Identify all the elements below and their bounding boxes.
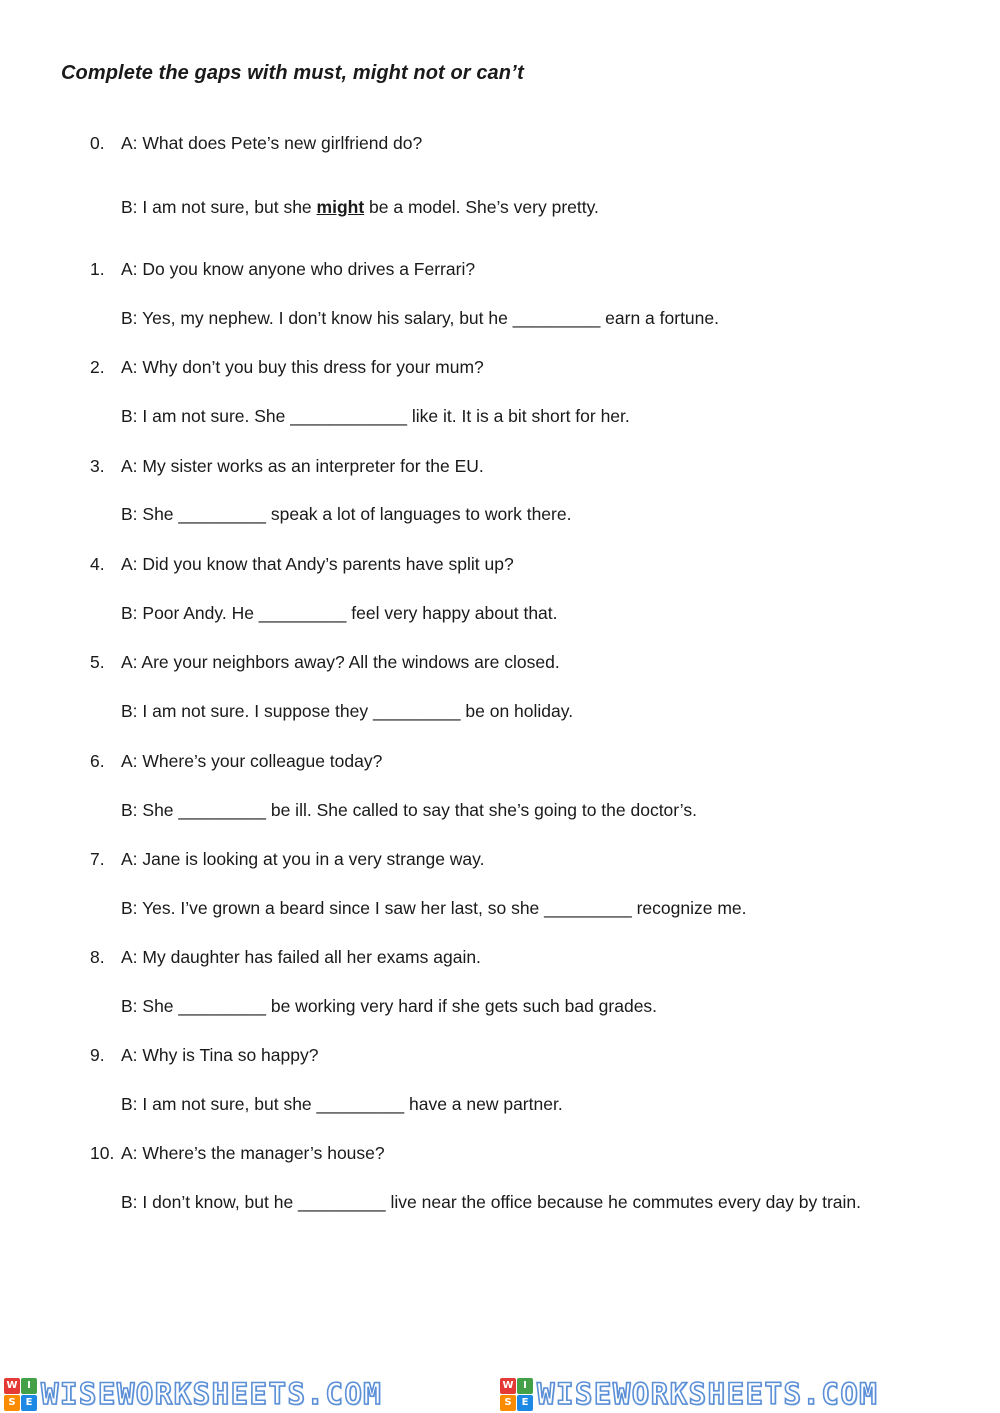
question-a: A: Did you know that Andy’s parents have split up? bbox=[121, 554, 514, 574]
item-number: 8. bbox=[90, 947, 105, 967]
item-number: 3. bbox=[90, 456, 105, 476]
answer-b bbox=[121, 195, 599, 219]
answer-b-after: be a model. She’s very pretty. bbox=[364, 197, 599, 217]
answer-b-before: B: I am not sure, but she bbox=[121, 197, 317, 217]
item-number: 2. bbox=[90, 357, 105, 377]
answer-b: B: I don’t know, but he _________ live near the office because he commutes every day by train. bbox=[121, 1192, 861, 1212]
brand-name: WISEWORKSHEETS.COM bbox=[41, 1377, 383, 1411]
answer-b: B: Yes. I’ve grown a beard since I saw her last, so she _________ recognize me. bbox=[121, 898, 747, 918]
item-number: 0. bbox=[90, 133, 105, 153]
question-a: A: Are your neighbors away? All the windows are closed. bbox=[121, 652, 560, 672]
question-a: A: Do you know anyone who drives a Ferrari? bbox=[121, 259, 476, 279]
logo-letter-e: E bbox=[517, 1395, 533, 1411]
logo-letter-w: W bbox=[4, 1378, 20, 1394]
answer-b: B: Yes, my nephew. I don’t know his salary, but he _________ earn a fortune. bbox=[121, 308, 719, 328]
question-a: A: Jane is looking at you in a very strange way. bbox=[121, 849, 485, 869]
question-a: A: Where’s your colleague today? bbox=[121, 751, 383, 771]
answer-b: B: Poor Andy. He _________ feel very happy about that. bbox=[121, 603, 558, 623]
question-a: A: What does Pete’s new girlfriend do? bbox=[121, 133, 423, 153]
answer-b: B: I am not sure, but she _________ have a new partner. bbox=[121, 1094, 563, 1114]
item-number: 5. bbox=[90, 652, 105, 672]
question-a: A: My sister works as an interpreter for the EU. bbox=[121, 456, 484, 476]
item-number: 6. bbox=[90, 751, 105, 771]
brand-watermark bbox=[0, 1377, 496, 1411]
question-a: A: Why is Tina so happy? bbox=[121, 1045, 319, 1065]
answer-b: B: She _________ be working very hard if she gets such bad grades. bbox=[121, 996, 658, 1016]
question-a: A: My daughter has failed all her exams again. bbox=[121, 947, 481, 967]
example-answer: might bbox=[316, 197, 365, 217]
item-number: 9. bbox=[90, 1045, 105, 1065]
answer-b: B: I am not sure. I suppose they _________ be on holiday. bbox=[121, 701, 574, 721]
brand-watermark bbox=[496, 1377, 992, 1411]
brand-name: WISEWORKSHEETS.COM bbox=[537, 1377, 879, 1411]
item-number: 7. bbox=[90, 849, 105, 869]
item-number: 10. bbox=[90, 1143, 115, 1163]
worksheet-title: Complete the gaps with must, might not or can’t bbox=[61, 62, 524, 84]
logo-letter-i: I bbox=[21, 1378, 37, 1394]
question-a: A: Where’s the manager’s house? bbox=[121, 1143, 385, 1163]
logo-letter-s: S bbox=[4, 1395, 20, 1411]
logo-letter-e: E bbox=[21, 1395, 37, 1411]
answer-b: B: She _________ be ill. She called to say that she’s going to the doctor’s. bbox=[121, 800, 697, 820]
item-number: 4. bbox=[90, 554, 105, 574]
answer-b: B: I am not sure. She ____________ like it. It is a bit short for her. bbox=[121, 406, 630, 426]
question-a: A: Why don’t you buy this dress for your mum? bbox=[121, 357, 484, 377]
brand-logo-icon bbox=[4, 1378, 37, 1411]
answer-b: B: She _________ speak a lot of languages to work there. bbox=[121, 504, 572, 524]
logo-letter-s: S bbox=[500, 1395, 516, 1411]
logo-letter-i: I bbox=[517, 1378, 533, 1394]
footer-watermark bbox=[0, 1376, 1000, 1412]
brand-logo-icon bbox=[500, 1378, 533, 1411]
logo-letter-w: W bbox=[500, 1378, 516, 1394]
item-number: 1. bbox=[90, 259, 105, 279]
